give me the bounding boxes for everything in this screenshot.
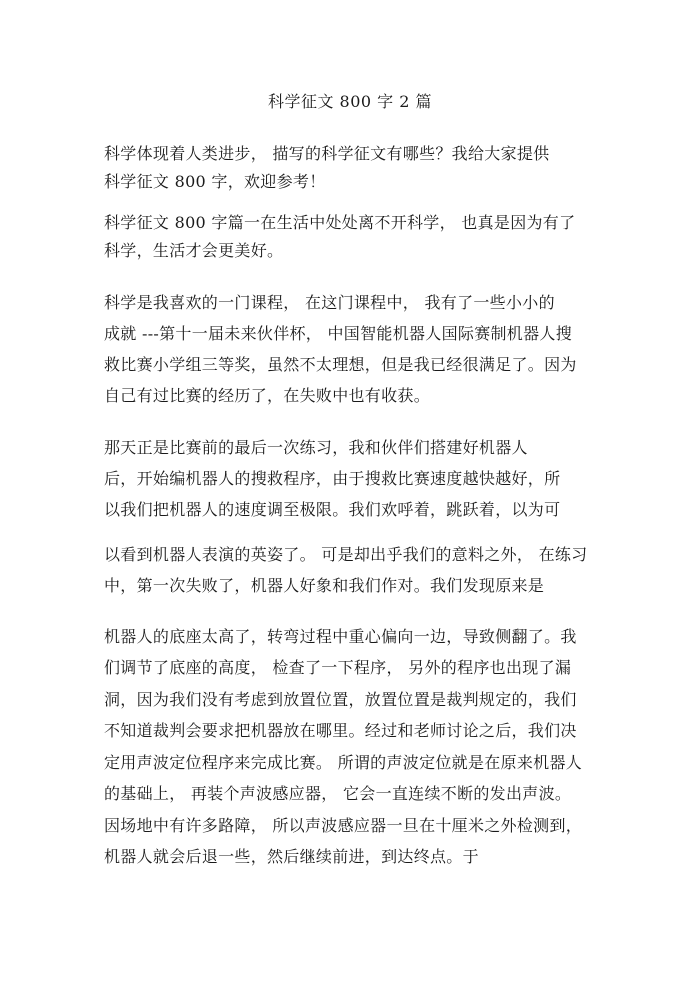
text-line: 科学，生活才会更美好。 (104, 241, 284, 260)
page-title: 科学征文 800 字 2 篇 (267, 92, 433, 111)
text-line: 那天正是比赛前的最后一次练习，我和伙伴们搭建好机器人 (104, 438, 528, 457)
text-line: 中，第一次失败了，机器人好象和我们作对。我们发现原来是 (104, 576, 545, 595)
text-line: 成就 ---第十一届未来伙伴杯， 中国智能机器人国际赛制机器人搜 (104, 324, 572, 343)
text-line: 洞，因为我们没有考虑到放置位置，放置位置是裁判规定的，我们 (104, 690, 577, 709)
text-line: 自己有过比赛的经历了，在失败中也有收获。 (104, 386, 431, 405)
text-line: 们调节了底座的高度， 检查了一下程序， 另外的程序也出现了漏 (104, 658, 572, 677)
text-line: 科学征文 800 字篇一在生活中处处离不开科学， 也真是因为有了 (104, 213, 576, 232)
text-line: 救比赛小学组三等奖，虽然不太理想，但是我已经很满足了。因为 (104, 355, 577, 374)
text-line: 科学是我喜欢的一门课程， 在这门课程中， 我有了一些小小的 (104, 293, 555, 312)
text-line: 以看到机器人表演的英姿了。 可是却出乎我们的意料之外， 在练习 (104, 545, 588, 564)
text-line: 因场地中有许多路障， 所以声波感应器一旦在十厘米之外检测到， (104, 816, 583, 835)
text-line: 机器人的底座太高了，转弯过程中重心偏向一边，导致侧翻了。我 (104, 627, 577, 646)
text-line: 机器人就会后退一些，然后继续前进，到达终点。于 (104, 847, 479, 866)
text-line: 科学体现着人类进步， 描写的科学征文有哪些？我给大家提供 (104, 144, 550, 163)
text-line: 以我们把机器人的速度调至极限。我们欢呼着，跳跃着，以为可 (104, 500, 561, 519)
text-line: 定用声波定位程序来完成比赛。 所谓的声波定位就是在原来机器人 (104, 753, 583, 772)
text-line: 不知道裁判会要求把机器放在哪里。经过和老师讨论之后，我们决 (104, 721, 577, 740)
text-line: 科学征文 800 字，欢迎参考！ (104, 172, 326, 191)
text-line: 的基础上， 再装个声波感应器， 它会一直连续不断的发出声波。 (104, 784, 572, 803)
text-line: 后，开始编机器人的搜救程序，由于搜救比赛速度越快越好，所 (104, 469, 561, 488)
